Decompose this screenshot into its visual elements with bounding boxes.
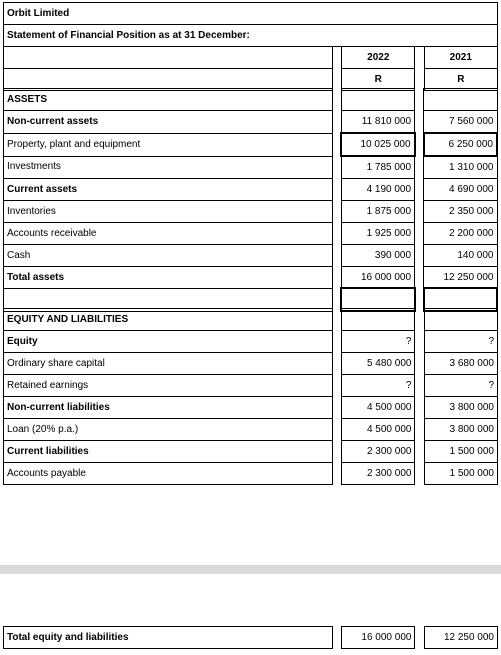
row-label: Cash [4, 245, 333, 267]
value-2022: 2 300 000 [342, 463, 415, 485]
value-2021: 12 250 000 [424, 267, 497, 289]
value-2022: 4 190 000 [341, 179, 414, 201]
table-row [4, 111, 498, 134]
company-row [4, 3, 498, 25]
page-separator [0, 565, 501, 574]
row-label: Accounts receivable [4, 223, 333, 245]
value-2022: 4 500 000 [342, 397, 415, 419]
statement-title: Statement of Financial Position as at 31 December: [4, 25, 498, 47]
value-2022: 1 925 000 [341, 223, 414, 245]
row-label: Accounts payable [4, 463, 333, 485]
value-2022: 11 810 000 [341, 111, 414, 134]
value-2022: 390 000 [341, 245, 414, 267]
row-label: Non-current liabilities [4, 397, 333, 419]
value-2021: ? [424, 375, 497, 397]
equity-liabilities-heading-row [4, 309, 498, 331]
value-2021: 1 500 000 [424, 463, 497, 485]
row-label: Investments [4, 156, 333, 179]
row-label: Current assets [4, 179, 333, 201]
value-2021: 3 680 000 [424, 353, 497, 375]
table-row [4, 331, 498, 353]
row-label: Total equity and liabilities [4, 627, 333, 649]
table-row [4, 375, 498, 397]
total-assets-row [4, 267, 498, 289]
table-row [4, 156, 498, 179]
value-2022: 5 480 000 [342, 353, 415, 375]
value-2021: 7 560 000 [424, 111, 497, 134]
assets-heading-row [4, 89, 498, 111]
assets-table [3, 88, 498, 289]
statement-header-table [3, 2, 498, 91]
row-label: Loan (20% p.a.) [4, 419, 333, 441]
table-row [4, 463, 498, 485]
value-2022: 2 300 000 [342, 441, 415, 463]
value-2021: 140 000 [424, 245, 497, 267]
equity-liabilities-table [3, 308, 498, 485]
value-2021: 4 690 000 [424, 179, 497, 201]
row-label: Equity [4, 331, 333, 353]
value-2022: 1 875 000 [341, 201, 414, 223]
row-label: Current liabilities [4, 441, 333, 463]
total-equity-liabilities-row [4, 627, 498, 649]
value-2022: ? [342, 375, 415, 397]
row-label: Retained earnings [4, 375, 333, 397]
table-row [4, 201, 498, 223]
value-2021: ? [424, 331, 497, 353]
total-equity-liabilities-table [3, 626, 498, 649]
value-2021: 6 250 000 [424, 133, 497, 156]
row-label: Total assets [4, 267, 333, 289]
value-2022: 1 785 000 [341, 156, 414, 179]
table-row [4, 441, 498, 463]
company-name: Orbit Limited [4, 3, 498, 25]
value-2022: 4 500 000 [342, 419, 415, 441]
assets-heading: ASSETS [4, 89, 333, 111]
value-2021: 2 350 000 [424, 201, 497, 223]
table-row [4, 133, 498, 156]
row-label: Property, plant and equipment [4, 133, 333, 156]
year-2022-header: 2022 [342, 47, 415, 69]
row-label: Non-current assets [4, 111, 333, 134]
value-2022: 16 000 000 [341, 267, 414, 289]
value-2021: 3 800 000 [424, 419, 497, 441]
value-2022: 10 025 000 [341, 133, 414, 156]
value-2021: 2 200 000 [424, 223, 497, 245]
table-row [4, 353, 498, 375]
value-2022: ? [342, 331, 415, 353]
value-2021: 12 250 000 [424, 627, 497, 649]
table-row [4, 223, 498, 245]
row-label: Inventories [4, 201, 333, 223]
statement-title-row [4, 25, 498, 47]
value-2021: 1 500 000 [424, 441, 497, 463]
value-2021: 3 800 000 [424, 397, 497, 419]
currency-2022-header: R [342, 69, 415, 91]
table-row [4, 179, 498, 201]
value-2022: 16 000 000 [342, 627, 415, 649]
table-row [4, 397, 498, 419]
table-row [4, 419, 498, 441]
row-label: Ordinary share capital [4, 353, 333, 375]
year-2021-header: 2021 [424, 47, 497, 69]
table-row [4, 245, 498, 267]
value-2021: 1 310 000 [424, 156, 497, 179]
equity-liabilities-heading: EQUITY AND LIABILITIES [4, 309, 333, 331]
currency-2021-header: R [424, 69, 497, 91]
year-header-row [4, 47, 498, 69]
